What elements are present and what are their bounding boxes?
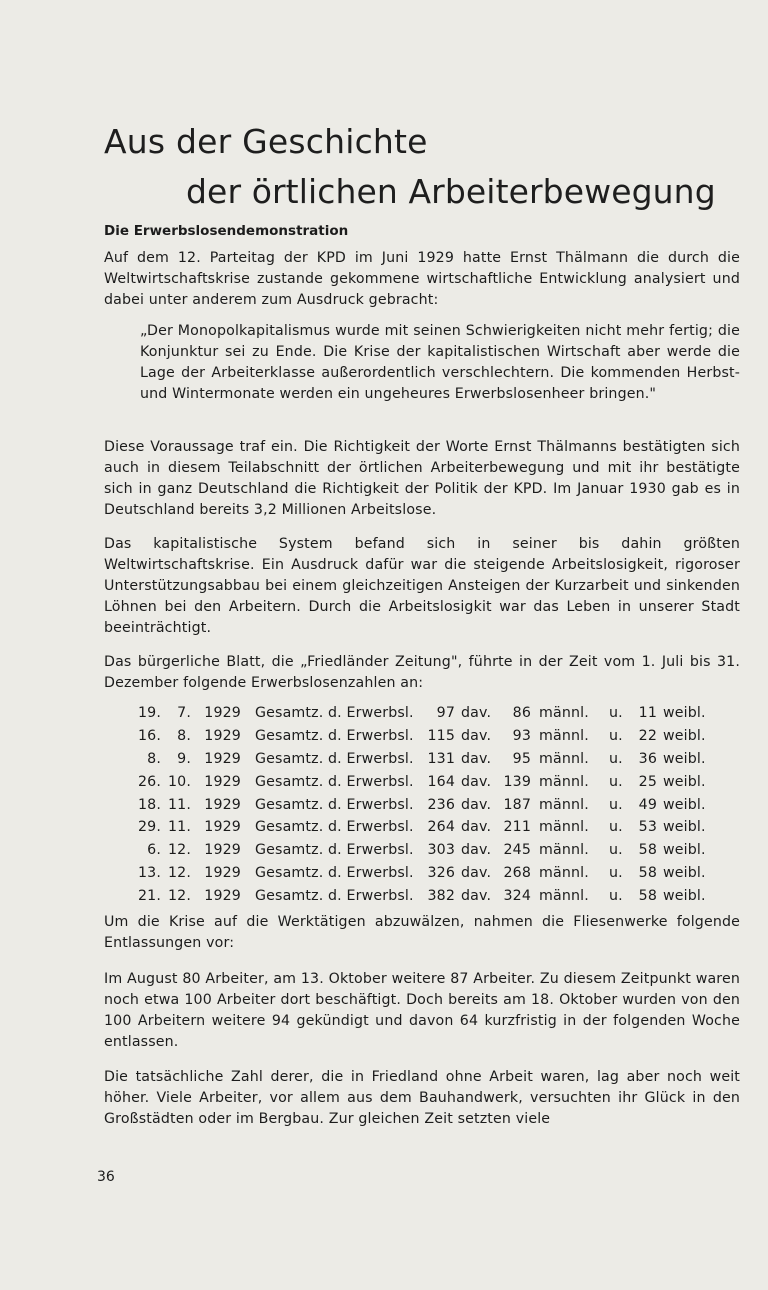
male-count: 268	[503, 864, 531, 881]
davon-label: dav.	[461, 796, 492, 813]
total-count: 115	[427, 728, 455, 745]
total-count: 326	[427, 864, 455, 881]
date-year: 1929	[204, 750, 241, 767]
total-label: Gesamtz. d. Erwerbsl.	[255, 728, 414, 745]
female-label: weibl.	[663, 842, 706, 859]
date-month: 11.	[167, 819, 191, 836]
date-year: 1929	[204, 705, 241, 722]
und-label: u.	[609, 773, 623, 790]
male-count: 324	[503, 887, 531, 904]
unemployment-table	[130, 702, 706, 907]
date-year: 1929	[204, 796, 241, 813]
total-count: 236	[427, 796, 455, 813]
male-count: 187	[503, 796, 531, 813]
male-label: männl.	[539, 796, 589, 813]
paragraph-actual-numbers: Die tatsächliche Zahl derer, die in Friedland ohne Arbeit waren, lag aber noch weit höher. Viele Arbeiter, vor allem aus dem Bauhandwerk, versuchten ihr Glück in den Großstädten oder im Bergbau. Zur gleichen Zeit setzten viele	[104, 1069, 740, 1127]
date-month: 12.	[167, 842, 191, 859]
male-count: 86	[512, 705, 531, 722]
female-label: weibl.	[663, 773, 706, 790]
date-day: 19.	[137, 705, 161, 722]
section-heading: Die Erwerbslosendemonstration	[104, 223, 349, 239]
davon-label: dav.	[461, 887, 492, 904]
male-label: männl.	[539, 842, 589, 859]
page-title-line-1: Aus der Geschichte	[104, 122, 428, 161]
male-label: männl.	[539, 864, 589, 881]
und-label: u.	[609, 796, 623, 813]
female-label: weibl.	[663, 705, 706, 722]
female-count: 36	[638, 750, 657, 767]
date-year: 1929	[204, 864, 241, 881]
female-count: 11	[638, 705, 657, 722]
male-label: männl.	[539, 728, 589, 745]
total-label: Gesamtz. d. Erwerbsl.	[255, 864, 414, 881]
quote-thaelmann: „Der Monopolkapitalismus wurde mit seinen Schwierigkeiten nicht mehr fertig; die Konjunktur sei zu Ende. Die Krise der kapitalistischen Wirtschaft aber werde die Lage der Arbeiterklasse außerordentlich verschlechtern. Die kommenden Herbst- und Wintermonate werden ein ungeheures Erwerbslosenheer bringen."	[140, 323, 740, 402]
total-count: 382	[427, 887, 455, 904]
date-month: 10.	[167, 773, 191, 790]
male-count: 93	[512, 728, 531, 745]
male-label: männl.	[539, 887, 589, 904]
total-label: Gesamtz. d. Erwerbsl.	[255, 887, 414, 904]
table-row	[130, 816, 706, 839]
paragraph-layoffs-intro: Um die Krise auf die Werktätigen abzuwälzen, nahmen die Fliesenwerke folgende Entlassungen vor:	[104, 914, 740, 951]
davon-label: dav.	[461, 819, 492, 836]
und-label: u.	[609, 705, 623, 722]
date-month: 7.	[177, 705, 191, 722]
table-row	[130, 770, 706, 793]
date-month: 9.	[177, 750, 191, 767]
page-title-line-2: der örtlichen Arbeiterbewegung	[186, 172, 716, 211]
date-month: 12.	[167, 864, 191, 881]
total-count: 303	[427, 842, 455, 859]
male-label: männl.	[539, 705, 589, 722]
female-count: 53	[638, 819, 657, 836]
table-row	[130, 793, 706, 816]
female-count: 58	[638, 864, 657, 881]
date-day: 26.	[137, 773, 161, 790]
male-label: männl.	[539, 773, 589, 790]
und-label: u.	[609, 887, 623, 904]
male-label: männl.	[539, 819, 589, 836]
paragraph-layoffs: Im August 80 Arbeiter, am 13. Oktober weitere 87 Arbeiter. Zu diesem Zeitpunkt waren noch etwa 100 Arbeiter dort beschäftigt. Doch bereits am 18. Oktober wurden von den 100 Arbeitern weitere 94 gekündigt und davon 64 kurzfristig in der folgenden Woche entlassen.	[104, 971, 740, 1050]
total-label: Gesamtz. d. Erwerbsl.	[255, 796, 414, 813]
und-label: u.	[609, 864, 623, 881]
davon-label: dav.	[461, 773, 492, 790]
female-label: weibl.	[663, 887, 706, 904]
male-count: 245	[503, 842, 531, 859]
table-row	[130, 862, 706, 885]
table-row	[130, 884, 706, 907]
date-day: 13.	[137, 864, 161, 881]
und-label: u.	[609, 819, 623, 836]
total-count: 164	[427, 773, 455, 790]
date-year: 1929	[204, 842, 241, 859]
total-label: Gesamtz. d. Erwerbsl.	[255, 842, 414, 859]
paragraph-prediction: Diese Voraussage traf ein. Die Richtigkeit der Worte Ernst Thälmanns bestätigten sich auch in diesem Teilabschnitt der örtlichen Arbeiterbewegung und mit ihr bestätigte sich in ganz Deutschland die Richtigkeit der Politik der KPD. Im Januar 1930 gab es in Deutschland bereits 3,2 Millionen Arbeitslose.	[104, 439, 740, 518]
female-count: 22	[638, 728, 657, 745]
female-label: weibl.	[663, 750, 706, 767]
male-count: 139	[503, 773, 531, 790]
female-count: 58	[638, 842, 657, 859]
und-label: u.	[609, 842, 623, 859]
female-label: weibl.	[663, 819, 706, 836]
female-count: 58	[638, 887, 657, 904]
female-count: 25	[638, 773, 657, 790]
male-label: männl.	[539, 750, 589, 767]
total-label: Gesamtz. d. Erwerbsl.	[255, 773, 414, 790]
date-year: 1929	[204, 819, 241, 836]
date-day: 6.	[147, 842, 161, 859]
total-count: 264	[427, 819, 455, 836]
davon-label: dav.	[461, 705, 492, 722]
date-day: 18.	[137, 796, 161, 813]
table-row	[130, 725, 706, 748]
female-label: weibl.	[663, 728, 706, 745]
paragraph-newspaper: Das bürgerliche Blatt, die „Friedländer Zeitung", führte in der Zeit vom 1. Juli bis 31. Dezember folgende Erwerbslosenzahlen an:	[104, 654, 740, 691]
davon-label: dav.	[461, 750, 492, 767]
paragraph-crisis: Das kapitalistische System befand sich in seiner bis dahin größten Weltwirtschaftskrise. Ein Ausdruck dafür war die steigende Arbeitslosigkeit, rigoroser Unterstützungsabbau bei einem gleichzeitigen Ansteigen der Kurzarbeit und sinkenden Löhnen bei den Arbeitern. Durch die Arbeitslosigkit war das Leben in unserer Stadt beeinträchtigt.	[104, 536, 740, 636]
date-day: 16.	[137, 728, 161, 745]
female-label: weibl.	[663, 796, 706, 813]
date-month: 12.	[167, 887, 191, 904]
male-count: 211	[503, 819, 531, 836]
female-label: weibl.	[663, 864, 706, 881]
total-count: 131	[427, 750, 455, 767]
date-day: 29.	[137, 819, 161, 836]
total-label: Gesamtz. d. Erwerbsl.	[255, 705, 414, 722]
date-year: 1929	[204, 773, 241, 790]
total-label: Gesamtz. d. Erwerbsl.	[255, 750, 414, 767]
date-day: 8.	[147, 750, 161, 767]
und-label: u.	[609, 750, 623, 767]
date-month: 11.	[167, 796, 191, 813]
davon-label: dav.	[461, 728, 492, 745]
table-row	[130, 839, 706, 862]
date-year: 1929	[204, 887, 241, 904]
und-label: u.	[609, 728, 623, 745]
davon-label: dav.	[461, 864, 492, 881]
date-day: 21.	[137, 887, 161, 904]
female-count: 49	[638, 796, 657, 813]
page-number: 36	[97, 1169, 115, 1185]
total-count: 97	[436, 705, 455, 722]
davon-label: dav.	[461, 842, 492, 859]
table-row	[130, 702, 706, 725]
date-month: 8.	[177, 728, 191, 745]
table-row	[130, 748, 706, 771]
date-year: 1929	[204, 728, 241, 745]
paragraph-intro: Auf dem 12. Parteitag der KPD im Juni 1929 hatte Ernst Thälmann die durch die Weltwirtschaftskrise zustande gekommene wirtschaftliche Entwicklung analysiert und dabei unter anderem zum Ausdruck gebracht:	[104, 250, 740, 308]
total-label: Gesamtz. d. Erwerbsl.	[255, 819, 414, 836]
male-count: 95	[512, 750, 531, 767]
unemployment-table-body	[130, 702, 706, 907]
